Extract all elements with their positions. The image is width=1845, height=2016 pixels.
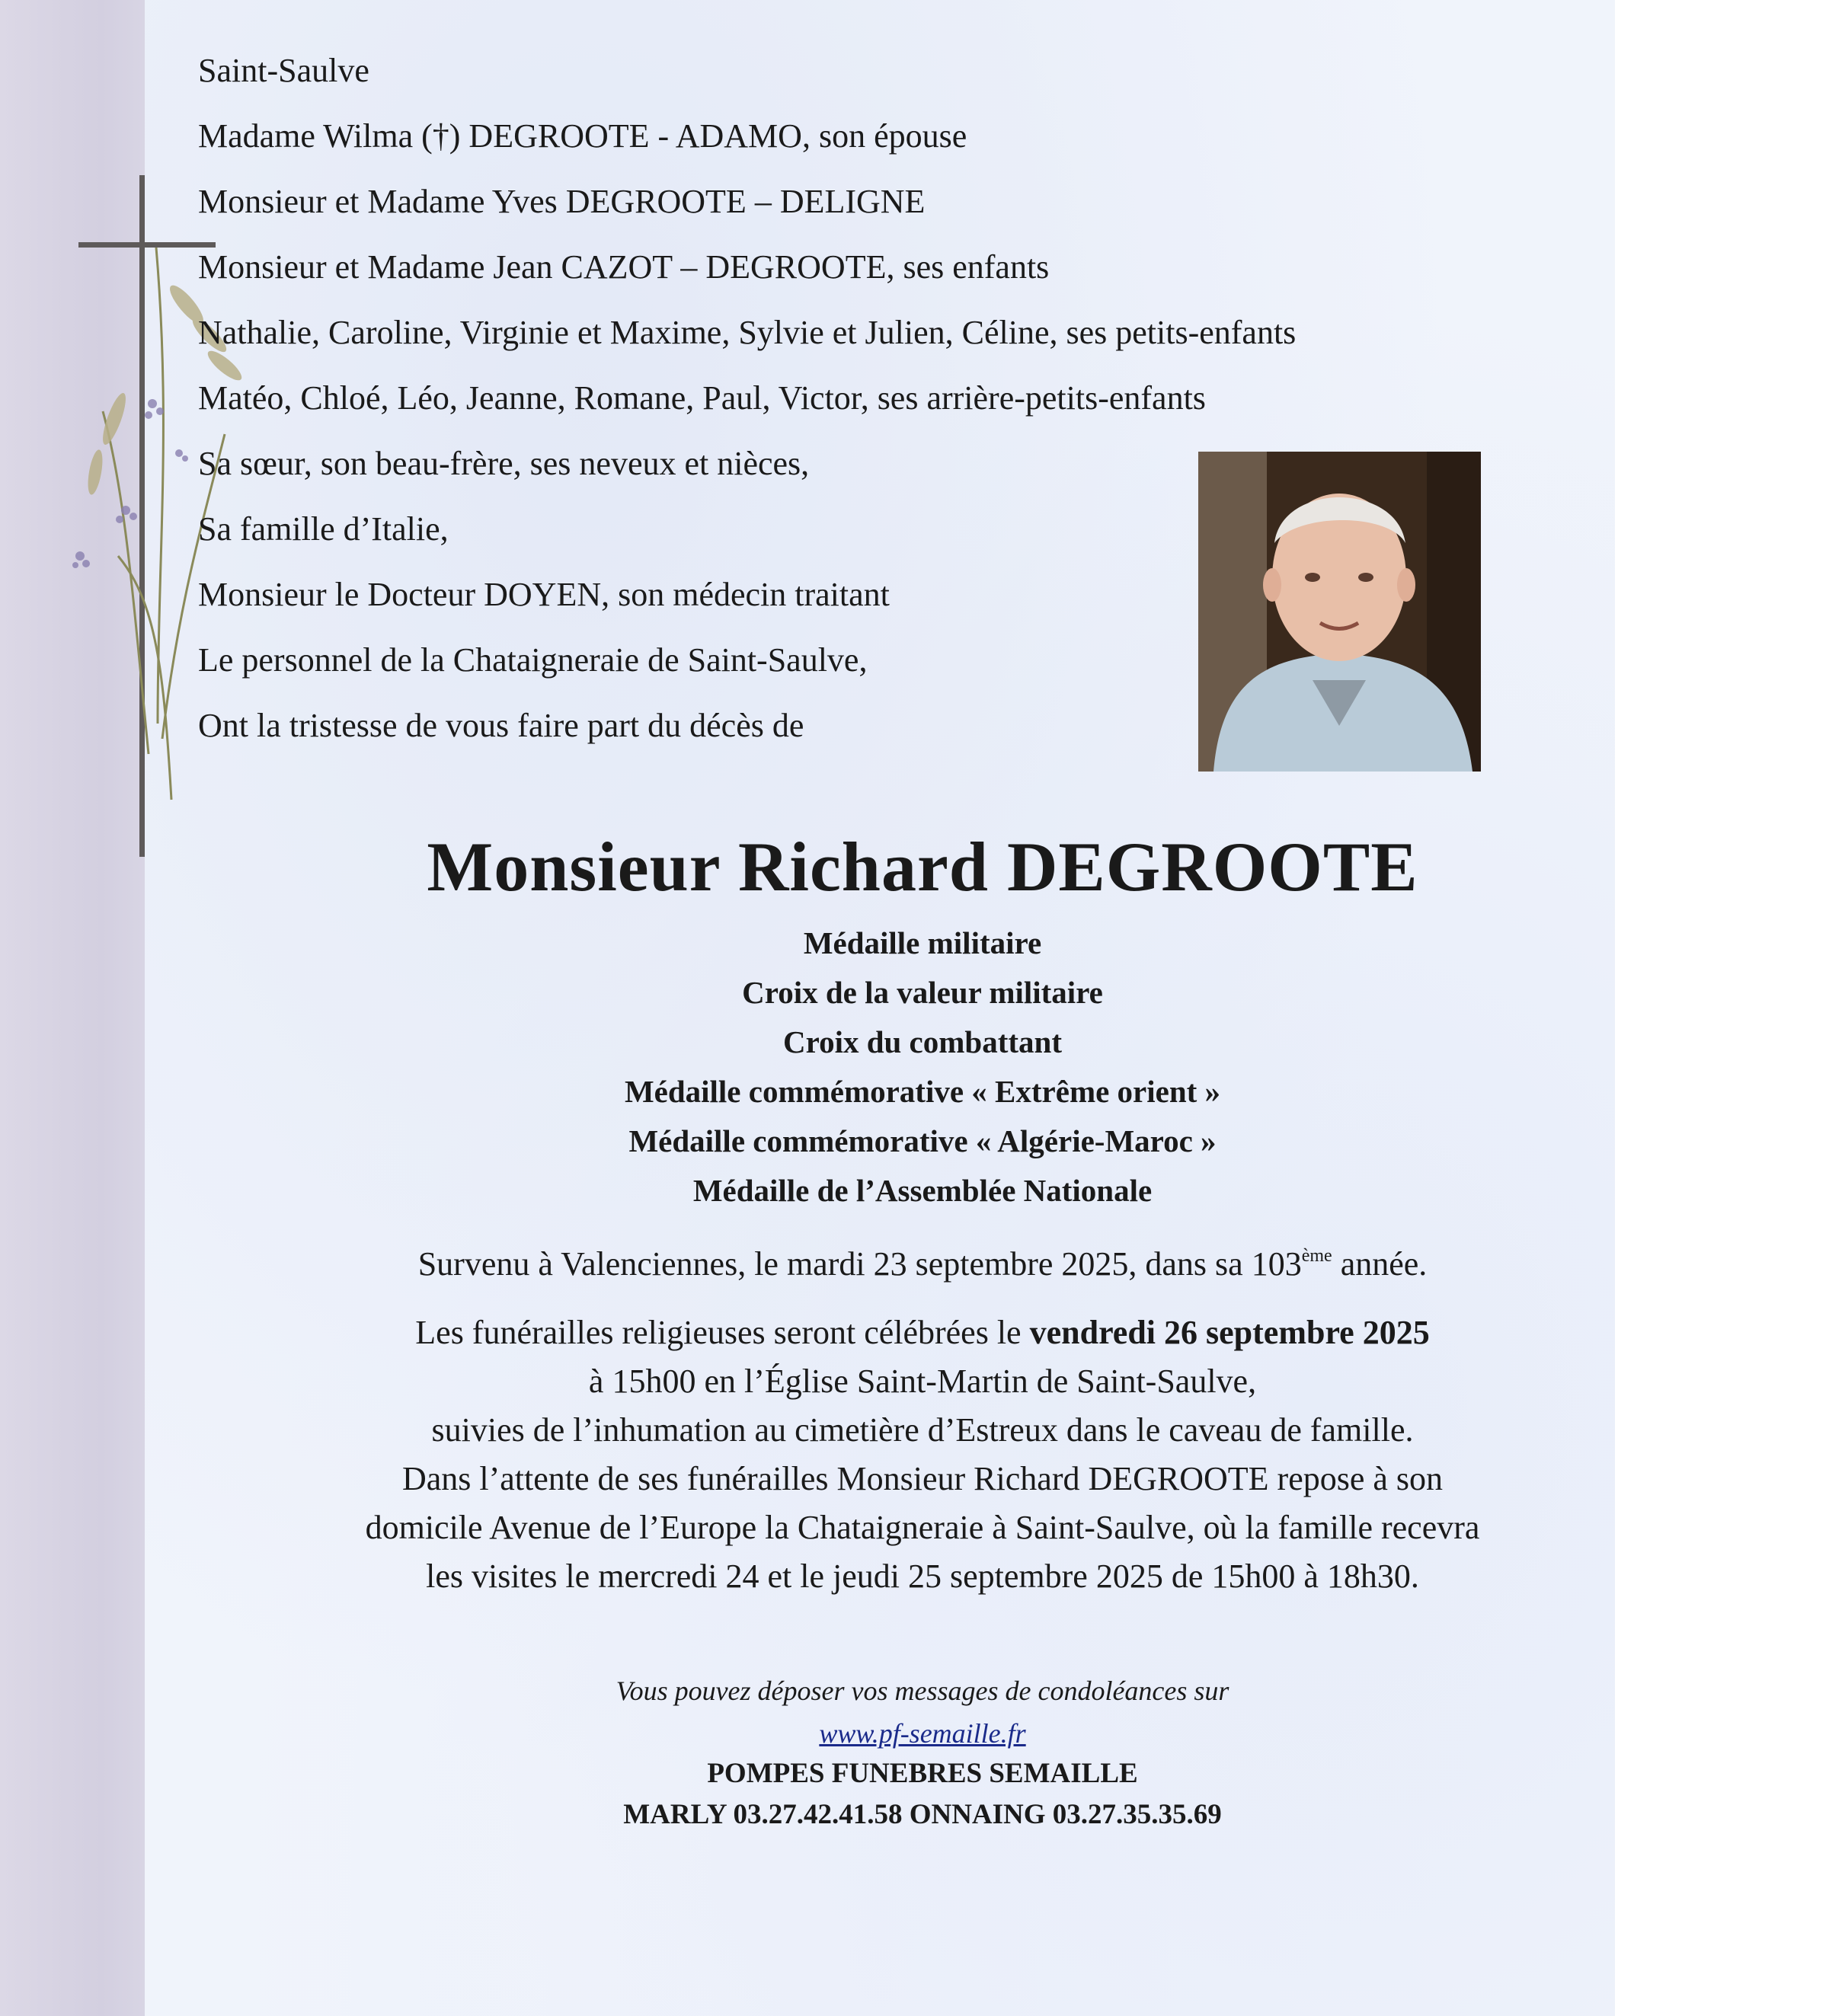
funeral-line: les visites le mercredi 24 et le jeudi 25 septembre 2025 de 15h00 à 18h30. <box>426 1558 1419 1595</box>
honor-item: Médaille commémorative « Extrême orient » <box>624 1074 1221 1109</box>
family-list <box>198 38 1296 759</box>
company-name: POMPES FUNEBRES SEMAILLE <box>707 1758 1138 1789</box>
funeral-date: vendredi 26 septembre 2025 <box>1029 1314 1430 1351</box>
funeral-line: Dans l’attente de ses funérailles Monsieur Richard DEGROOTE repose à son <box>401 1460 1444 1497</box>
company-info <box>0 1753 1845 1835</box>
family-line: Sa famille d’Italie, <box>198 510 449 548</box>
death-notice <box>0 1244 1845 1283</box>
honor-item: Médaille de l’Assemblée Nationale <box>692 1173 1153 1208</box>
funeral-line: suivies de l’inhumation au cimetière d’Estreux dans le caveau de famille. <box>431 1411 1414 1449</box>
portrait-photo <box>1198 452 1481 772</box>
death-text: Survenu à Valenciennes, le mardi 23 septembre 2025, dans sa 103 <box>417 1245 1302 1283</box>
honor-item: Médaille commémorative « Algérie-Maroc » <box>628 1123 1217 1158</box>
family-line: Ont la tristesse de vous faire part du décès de <box>198 707 804 744</box>
family-line: Monsieur le Docteur DOYEN, son médecin traitant <box>198 576 890 613</box>
family-line: Monsieur et Madame Yves DEGROOTE – DELIGNE <box>198 183 926 220</box>
deceased-name: Monsieur Richard DEGROOTE <box>427 828 1418 906</box>
family-line: Madame Wilma (†) DEGROOTE - ADAMO, son épouse <box>198 117 967 155</box>
family-line: Le personnel de la Chataigneraie de Saint-Saulve, <box>198 641 868 679</box>
portrait-image-icon <box>1198 452 1481 772</box>
funeral-line: domicile Avenue de l’Europe la Chataigneraie à Saint-Saulve, où la famille recevra <box>365 1509 1480 1546</box>
funeral-line <box>0 1308 1845 1357</box>
family-line: Sa sœur, son beau-frère, ses neveux et nièces, <box>198 445 810 482</box>
condolence-text: Vous pouvez déposer vos messages de condoléances sur <box>616 1676 1229 1706</box>
honor-item: Croix du combattant <box>783 1024 1062 1059</box>
honor-item: Croix de la valeur militaire <box>742 975 1103 1010</box>
company-phones: MARLY 03.27.42.41.58 ONNAING 03.27.35.35.69 <box>623 1799 1222 1830</box>
funeral-line: à 15h00 en l’Église Saint-Martin de Saint-Saulve, <box>588 1363 1257 1400</box>
ordinal-suffix: ème <box>1301 1246 1332 1266</box>
website-link[interactable]: www.pf-semaille.fr <box>819 1718 1026 1749</box>
funeral-details <box>0 1308 1845 1601</box>
family-line: Nathalie, Caroline, Virginie et Maxime, Sylvie et Julien, Céline, ses petits-enfants <box>198 314 1297 351</box>
honors-list <box>0 919 1845 1216</box>
location-line: Saint-Saulve <box>198 52 369 89</box>
family-line: Matéo, Chloé, Léo, Jeanne, Romane, Paul, Victor, ses arrière-petits-enfants <box>198 379 1206 417</box>
family-line: Monsieur et Madame Jean CAZOT – DEGROOTE, ses enfants <box>198 248 1050 286</box>
honor-item: Médaille militaire <box>803 925 1042 960</box>
condolence-section <box>0 1669 1845 1755</box>
death-text-end: année. <box>1332 1245 1428 1283</box>
funeral-line-text: Les funérailles religieuses seront célébrées le <box>415 1314 1030 1351</box>
